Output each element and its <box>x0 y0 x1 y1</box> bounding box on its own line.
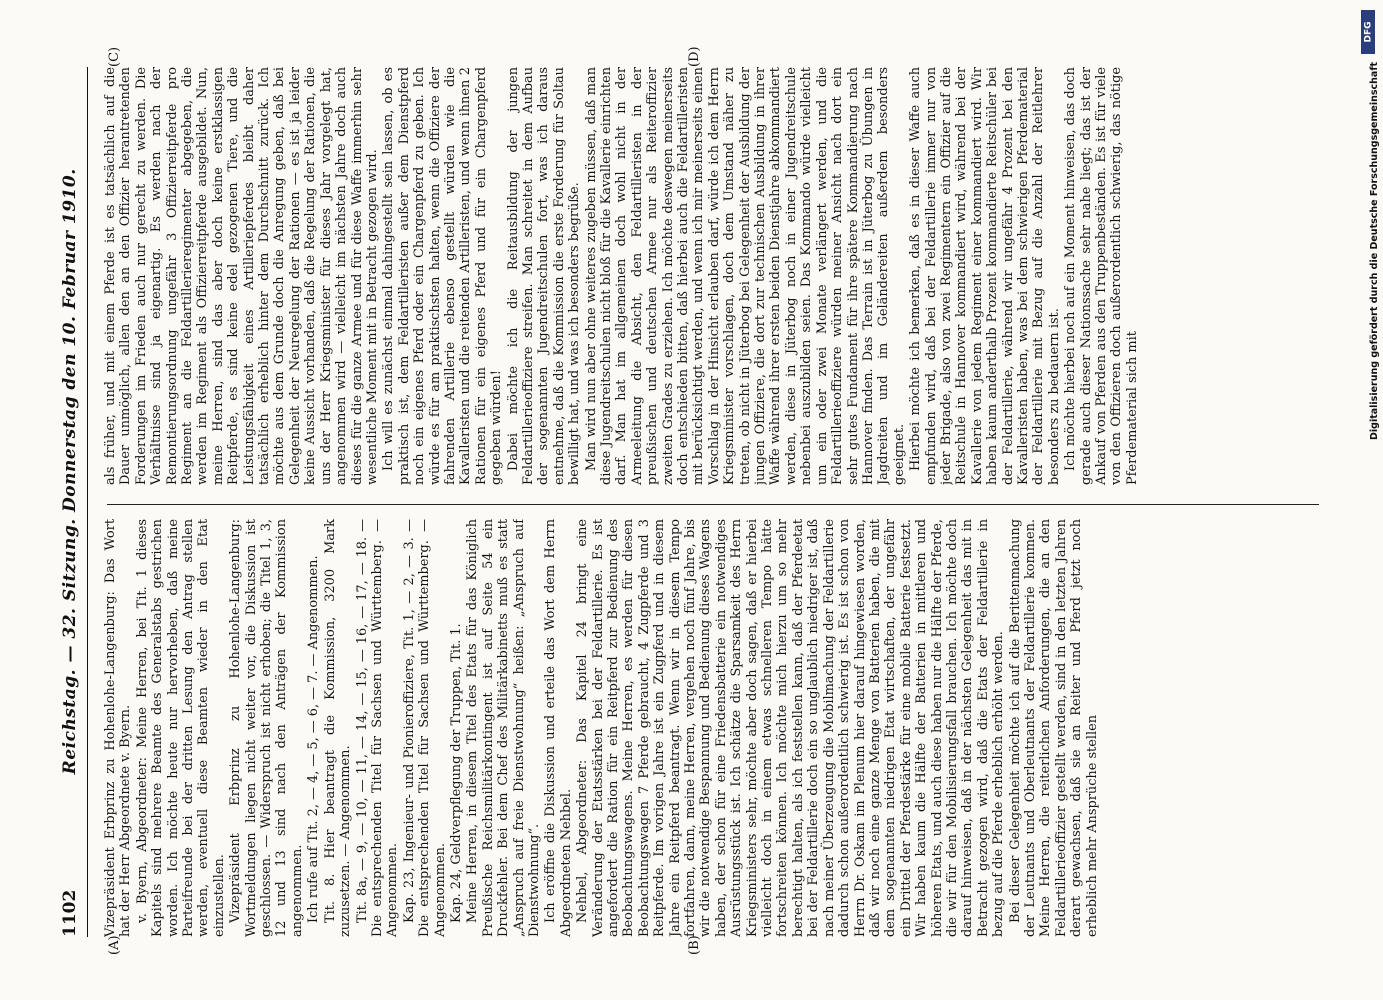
paragraph: Tit. 8a, — 9, — 10, — 11, — 14, — 15, — 16, — 17, — 18. — Die entsprechenden Titel für Sachsen und Württemberg. — Angenommen. <box>354 519 400 937</box>
header-rule <box>87 67 88 937</box>
funding-note: Digitalisierung gefördert durch die Deutsche Forschungsgemeinschaft <box>1369 62 1380 440</box>
digitization-note <box>1361 10 1380 990</box>
running-title: Reichstag. — 32. Sitzung. Donnerstag den 10. Februar 1910. <box>59 168 80 775</box>
page-number: 1102 <box>59 889 80 937</box>
margin-mark-d: (D) <box>686 46 702 67</box>
margin-mark-a: (A) <box>106 935 122 955</box>
paragraph: Tit. 8. Hier beantragt die Kommission, 3200 Mark zuzusetzen. — Angenommen. <box>322 519 353 937</box>
paragraph: Hierbei möchte ich bemerken, daß es in dieser Waffe auch empfunden wird, daß bei der Feldartillerie immer nur von jeder Brigade, also von zwei Regimentern ein Offizier auf die Reitschule in Hannover kommandiert wird, während bei der Kavallerie von jedem Regiment einer kommandiert wird. Wir haben kaum anderthalb Prozent kommandierte Reitschüler bei der Feldartillerie, während wir ungefähr 4 Prozent bei den Kavalleristen haben, was bei dem schwierigen Pferdematerial der Feldartillerie mit Bezug auf die Anzahl der Reitlehrer besonders zu bedauern ist. <box>907 67 1062 485</box>
margin-mark-c: (C) <box>106 46 122 67</box>
paragraph: Ich rufe auf Tit. 2, — 4, — 5, — 6, — 7. — Angenommen. <box>305 555 321 923</box>
dfg-logo: DFG <box>1361 10 1375 54</box>
right-column <box>103 67 1325 485</box>
paragraph: Vizepräsident Erbprinz zu Hohenlohe-Langenburg: Wortmeldungen liegen nicht weiter vor, die Diskussion ist geschlossen. — Widerspruch ist nicht erhoben; die Titel 1, 3, 12 und 13 sind nach den Anträgen der Kommission angenommen. <box>227 519 305 937</box>
paragraph: Man wird nun aber ohne weiteres zugeben müssen, daß man diese Jugendreitschulen nicht bloß für die Kavallerie einrichten darf. Man hat im allgemeinen doch wohl nicht in der Armeeleitung die Absicht, den Feldartilleristen in der preußischen und deutschen Armee nur als Reiteroffizier zweiten Grades zu erziehen. Ich möchte deswegen meinerseits doch entschieden bitten, daß hierbei auch die Feldartilleristen mit berücksichtigt werden, und wenn ich mir meinerseits einen Vorschlag in der Hinsicht erlauben darf, würde ich dem Herrn Kriegsminister vorschlagen, doch dem Umstand näher zu treten, ob nicht in Jüterbog bei Gelegenheit der Ausbildung der jungen Offiziere, die dort zur technischen Ausbildung in ihrer Waffe während ihrer ersten beiden Dienstjahre abkommandiert werden, diese in Jüterbog noch in einer Jugendreitschule nebenbei auszubilden seien. Das Kommando würde vielleicht um ein oder zwei Monate verlängert werden, und die Feldartillerieoffiziere würden meiner Ansicht nach dort ein sehr gutes Fundament für ihre spätere Kommandierung nach Hannover finden. Das Terrain ist in Jüterbog zu Übungen in Jagdreiten und im Geländereiten außerdem besonders geeignet. <box>583 67 907 485</box>
paragraph: Nehbel, Abgeordneter: Das Kapitel 24 bringt eine Veränderung der Etatsstärken bei der Feldartillerie. Es ist angefordert die Ration für ein Reitpferd zur Bedienung des Beobachtungswagens. Meine Herren, es werden für diesen Beobachtungswagen 7 Pferde gebraucht, 4 Zugpferde und 3 Reitpferde. Im vorigen Jahre ist ein Zugpferd und in diesem Jahre ein Reitpferd beantragt. Wenn wir in diesem Tempo fortfahren, dann, meine Herren, vergehen noch fünf Jahre, bis wir die notwendige Bespannung und Bedienung dieses Wagens haben, der schon für eine Friedensbatterie ein notwendiges Ausrüstungsstück ist. Ich schätze die Sparsamkeit des Herrn Kriegsministers sehr, möchte aber doch sagen, daß er hierbei vielleicht doch in einem etwas schnelleren Tempo hätte fortschreiten können. Ich möchte mich hierzu um so mehr berechtigt halten, als ich feststellen kann, daß der Pferdeetat bei der Feldartillerie doch ein so unglaublich niedriger ist, daß nach meiner Überzeugung die Mobilmachung der Feldartillerie dadurch schon außerordentlich schwierig ist. Es ist schon von Herrn Dr. Oskam im Plenum hier darauf hingewiesen worden, daß wir noch eine ganze Menge von Batterien haben, die mit dem sogenannten niedrigen Etat wirtschaften, der ungefähr ein Drittel der Pferdestärke für eine mobile Batterie festsetzt. Wir haben kaum die Hälfte der Batterien in mittleren und höheren Etats, und auch diese haben nur die Hälfte der Pferde, die wir für den Mobilisierungsfall brauchen. Ich möchte doch darauf hinweisen, daß in der nächsten Gelegenheit das mit in Betracht gezogen wird, daß die Etats der Feldartillerie in bezug auf die Pferde erheblich erhöht werden. <box>574 519 1006 937</box>
margin-mark-b: (B) <box>686 935 702 955</box>
paragraph: Ich möchte hierbei noch auf ein Moment hinweisen, das doch gerade auch dieser Nationssache sehr nahe liegt; das ist der Ankauf von Pferden aus den Truppenbeständen. Es ist für viele von den Offizieren doch außerordentlich schwierig, das nötige Pferdematerial sich mit <box>1062 67 1140 485</box>
paragraph: Ich will es zunächst einmal dahingestellt sein lassen, ob es praktisch ist, dem Feldartilleristen außer dem Dienstpferd noch ein eigenes Pferd oder ein Chargenpferd zu geben. Ich würde es für am praktischsten halten, wenn die Offiziere der fahrenden Artillerie ebenso gestellt würden wie die Kavalleristen und die reitenden Artilleristen, und wenn ihnen 2 Rationen für ein eigenes Pferd und für ein Chargenpferd gegeben würden! <box>380 67 504 485</box>
paragraph: Vizepräsident Erbprinz zu Hohenlohe-Langenburg: Das Wort hat der Herr Abgeordnete v. Byern. <box>102 519 133 937</box>
paragraph: als früher, und mit einem Pferde ist es tatsächlich auf die Dauer unmöglich, allen den an den Offizier herantretenden Forderungen im Frieden auch nur gerecht zu werden. Die Verhältnisse sind ja eigenartig. Es werden nach der Remontierungsordnung ungefähr 3 Offizierreitpferde pro Regiment an die Feldartillerieregimenter abgegeben, die werden im Regiment als Offizierreitpferde ausgebildet. Nun, meine Herren, sind das aber doch keine erstklassigen Reitpferde, es sind keine edel gezogenen Tiere, und die Leistungsfähigkeit eines Artilleriepferdes bleibt daher tatsächlich erheblich hinter dem Durchschnitt zurück. Ich möchte aus dem Grunde doch die Anregung geben, daß bei Gelegenheit der Neuregelung der Rationen — es ist ja leider keine Aussicht vorhanden, daß die Regelung der Rationen, die uns der Herr Kriegsminister für dieses Jahr vorgelegt hat, angenommen wird — vielleicht im nächsten Jahre doch auch dieses für die ganze Armee und für diese Waffe immerhin sehr wesentliche Moment mit in Betracht gezogen wird. <box>102 67 380 485</box>
page-header <box>55 67 85 937</box>
paragraph: Kap. 23, Ingenieur- und Pionieroffiziere, Tit. 1, — 2, — 3. — Die entsprechenden Titel für Sachsen und Württemberg. — Angenommen. <box>401 519 448 937</box>
paragraph: Kap. 24, Geldverpflegung der Truppen, Tit. 1. <box>448 623 464 923</box>
paragraph: v. Byern, Abgeordneter: Meine Herren, bei Tit. 1 dieses Kapitels sind mehrere Beamte des Generalstabs gestrichen worden. Ich möchte heute nur hervorheben, daß meine Parteifreunde bei der dritten Lesung den Antrag stellen werden, eventuell diese Beamten wieder in den Etat einzustellen. <box>134 519 227 937</box>
left-column <box>103 519 1325 937</box>
paragraph: Ich eröffne die Diskussion und erteile das Wort dem Herrn Abgeordneten Nehbel. <box>542 519 574 937</box>
paragraph: Bei dieser Gelegenheit möchte ich auf die Berittenmachung der Leutnants und Oberleutnants der Feldartillerie kommen. Meine Herren, die reiterlichen Anforderungen, die an den Feldartillerieoffizier gestellt werden, sind in den letzten Jahren derart gewachsen, daß sie an Reiter und Pferd jetzt noch erheblich mehr Ansprüche stellen <box>1007 519 1100 937</box>
column-divider <box>107 504 1319 505</box>
paragraph: Dabei möchte ich die Reitausbildung der jungen Feldartillerieoffiziere streifen. Man schreitet in dem Aufbau der sogenannten Jugendreitschulen fort, was ich daraus entnehme, daß die Kommission die erste Forderung für Soltau bewilligt hat, und was ich besonders begrüße. <box>505 67 582 485</box>
paragraph: Meine Herren, in diesem Titel des Etats für das Königlich Preußische Reichsmilitärkontingent ist auf Seite 54 ein Druckfehler. Bei dem Chef des Militärkabinetts muß es statt „Anspruch auf freie Dienstwohnung“ heißen: „Anspruch auf Dienstwohnung“. <box>464 519 542 937</box>
rotated-page-content <box>47 45 1337 955</box>
